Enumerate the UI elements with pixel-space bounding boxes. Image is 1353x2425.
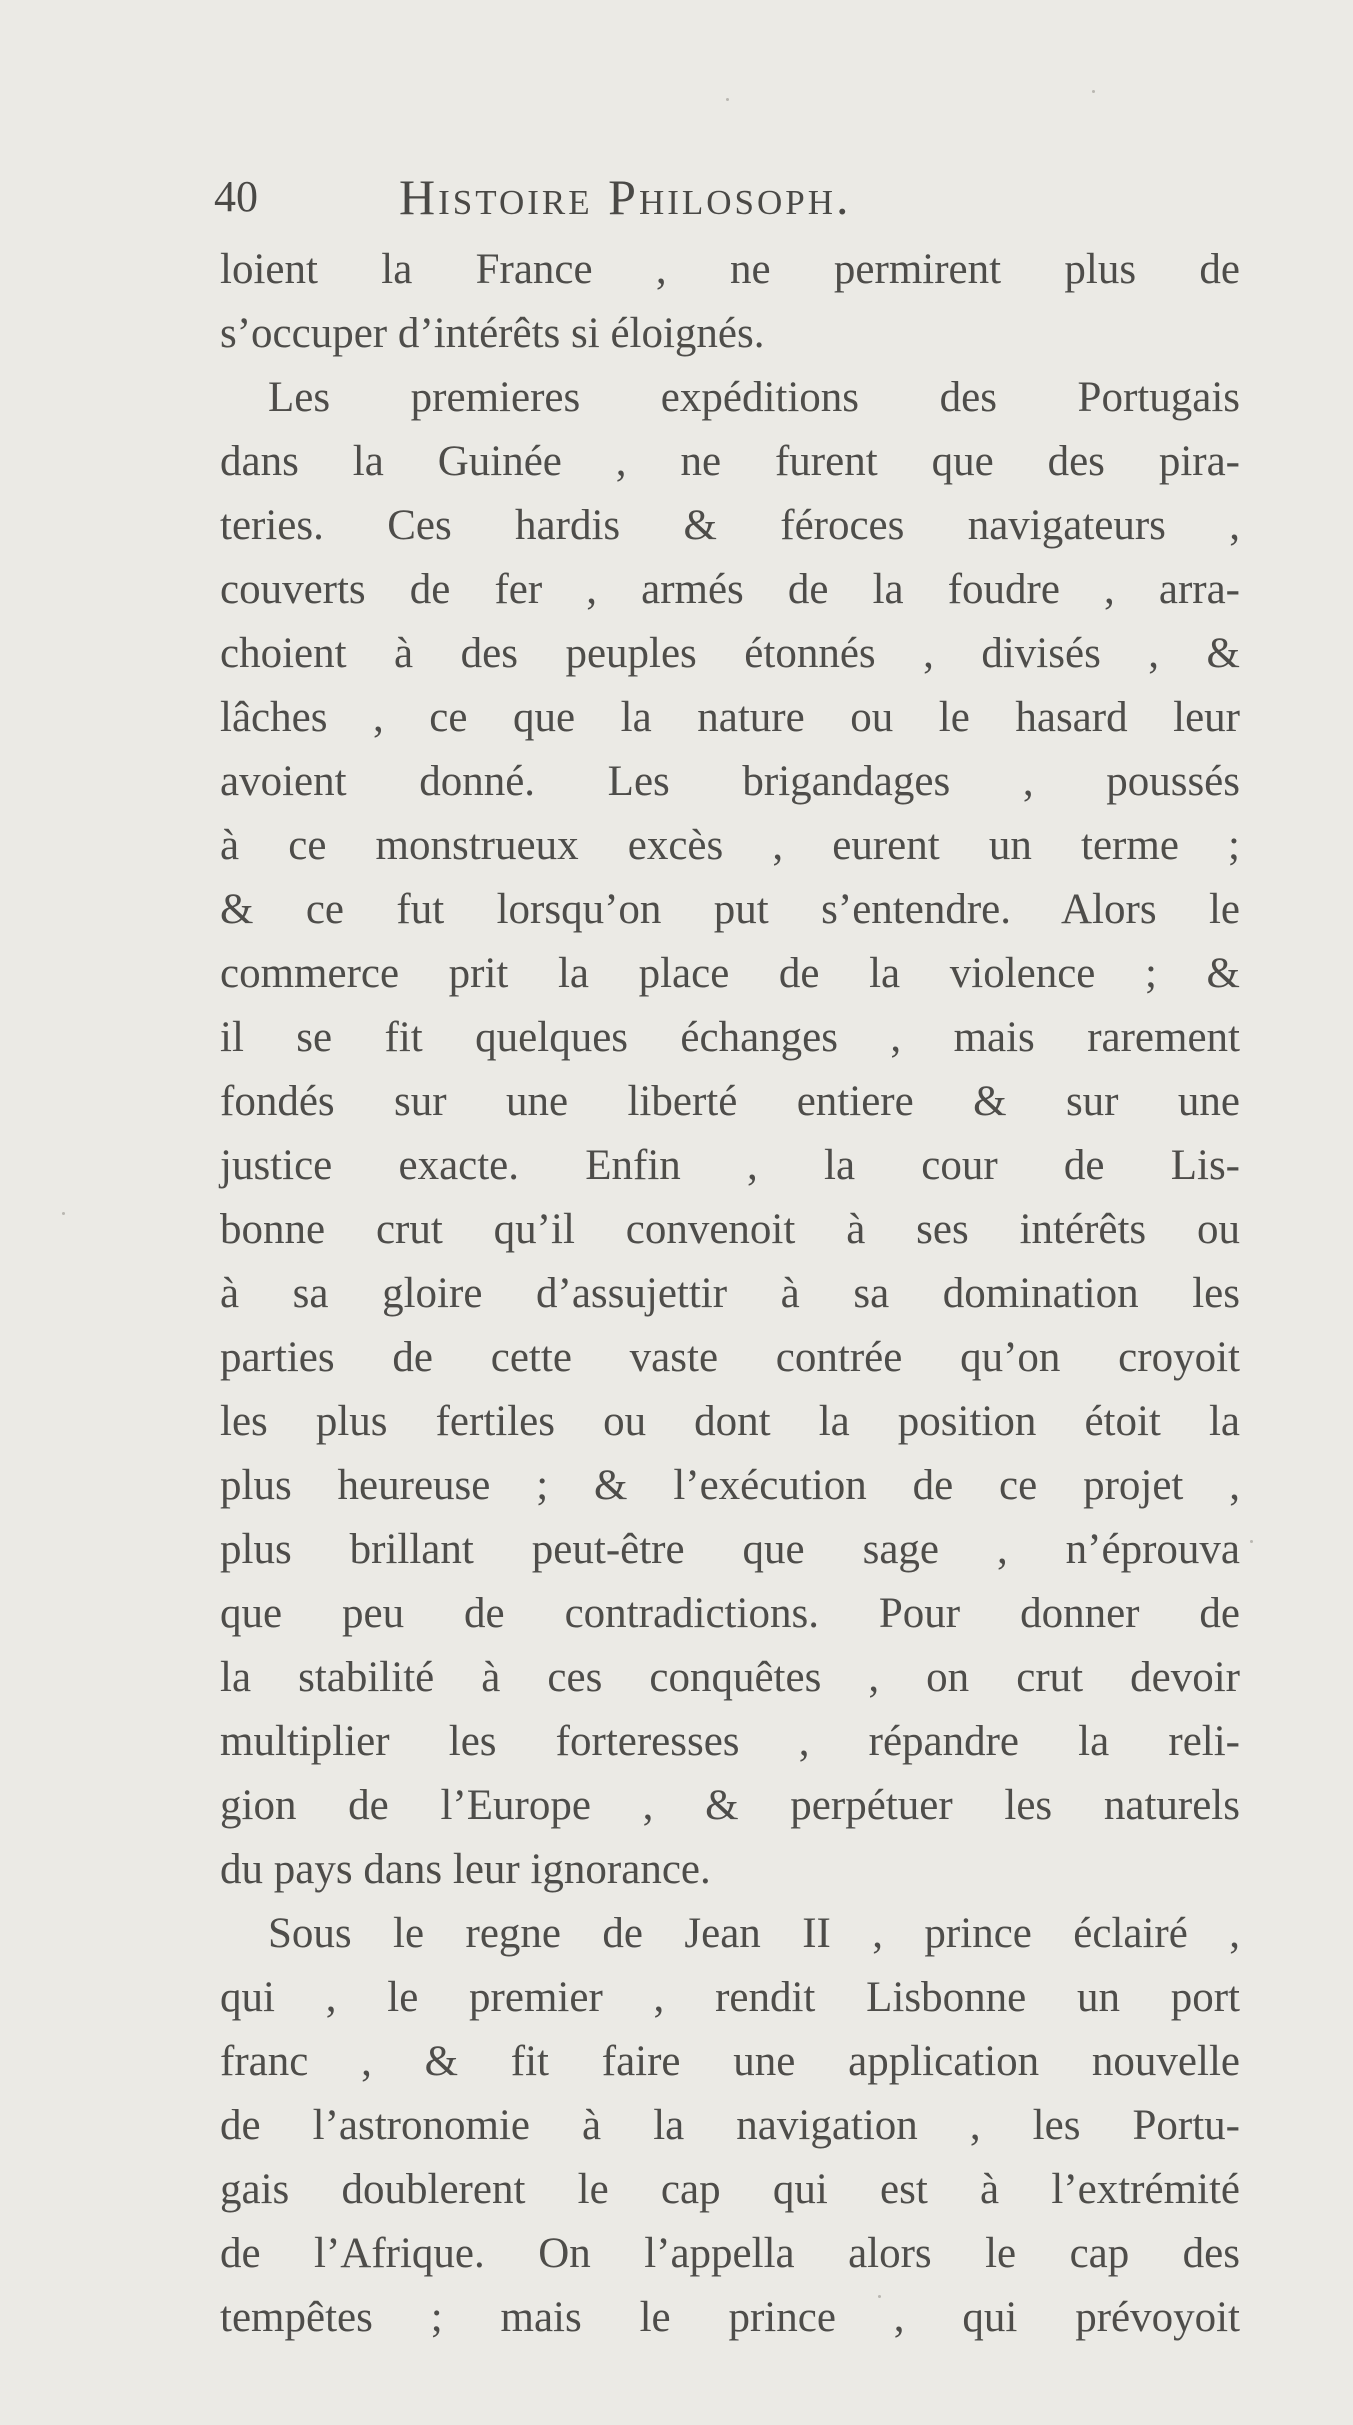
text-line: plus heureuse ; & l’exécution de ce projet , — [220, 1462, 1240, 1509]
text-line: les plus fertiles ou dont la position étoit la — [220, 1398, 1240, 1445]
text-line: fondés sur une liberté entiere & sur une — [220, 1078, 1240, 1125]
text-line: gion de l’Europe , & perpétuer les naturels — [220, 1782, 1240, 1829]
text-line: tempêtes ; mais le prince , qui prévoyoit — [220, 2294, 1240, 2341]
text-line: loient la France , ne permirent plus de — [220, 246, 1240, 293]
text-line: franc , & fit faire une application nouvelle — [220, 2038, 1240, 2085]
text-line: s’occuper d’intérêts si éloignés. — [220, 310, 765, 357]
text-line: bonne crut qu’il convenoit à ses intérêts ou — [220, 1206, 1240, 1253]
text-line: Sous le regne de Jean II , prince éclairé , — [268, 1910, 1240, 1957]
text-line: que peu de contradictions. Pour donner de — [220, 1590, 1240, 1637]
text-line: à sa gloire d’assujettir à sa domination les — [220, 1270, 1240, 1317]
text-line: la stabilité à ces conquêtes , on crut devoir — [220, 1654, 1240, 1701]
text-line: teries. Ces hardis & féroces navigateurs , — [220, 502, 1240, 549]
text-line: qui , le premier , rendit Lisbonne un port — [220, 1974, 1240, 2021]
text-line: commerce prit la place de la violence ; & — [220, 950, 1240, 997]
text-line: parties de cette vaste contrée qu’on croyoit — [220, 1334, 1240, 1381]
page-number: 40 — [214, 172, 258, 221]
running-title: Histoire Philosoph. — [399, 169, 852, 225]
text-line: avoient donné. Les brigandages , poussés — [220, 758, 1240, 805]
text-line: multiplier les forteresses , répandre la reli- — [220, 1718, 1240, 1765]
text-line: justice exacte. Enfin , la cour de Lis- — [220, 1142, 1240, 1189]
page-header — [214, 162, 1114, 232]
text-line: de l’astronomie à la navigation , les Portu- — [220, 2102, 1240, 2149]
text-line: gais doublerent le cap qui est à l’extrémité — [220, 2166, 1240, 2213]
text-line: lâches , ce que la nature ou le hasard leur — [220, 694, 1240, 741]
text-line: couverts de fer , armés de la foudre , arra- — [220, 566, 1240, 613]
text-line: choient à des peuples étonnés , divisés , & — [220, 630, 1240, 677]
text-line: de l’Afrique. On l’appella alors le cap des — [220, 2230, 1240, 2277]
text-line: à ce monstrueux excès , eurent un terme ; — [220, 822, 1240, 869]
text-line: dans la Guinée , ne furent que des pira- — [220, 438, 1240, 485]
text-line: il se fit quelques échanges , mais rarement — [220, 1014, 1240, 1061]
text-line: & ce fut lorsqu’on put s’entendre. Alors le — [220, 886, 1240, 933]
text-line: plus brillant peut-être que sage , n’éprouva — [220, 1526, 1240, 1573]
text-line: du pays dans leur ignorance. — [220, 1846, 711, 1893]
text-line: Les premieres expéditions des Portugais — [268, 374, 1240, 421]
